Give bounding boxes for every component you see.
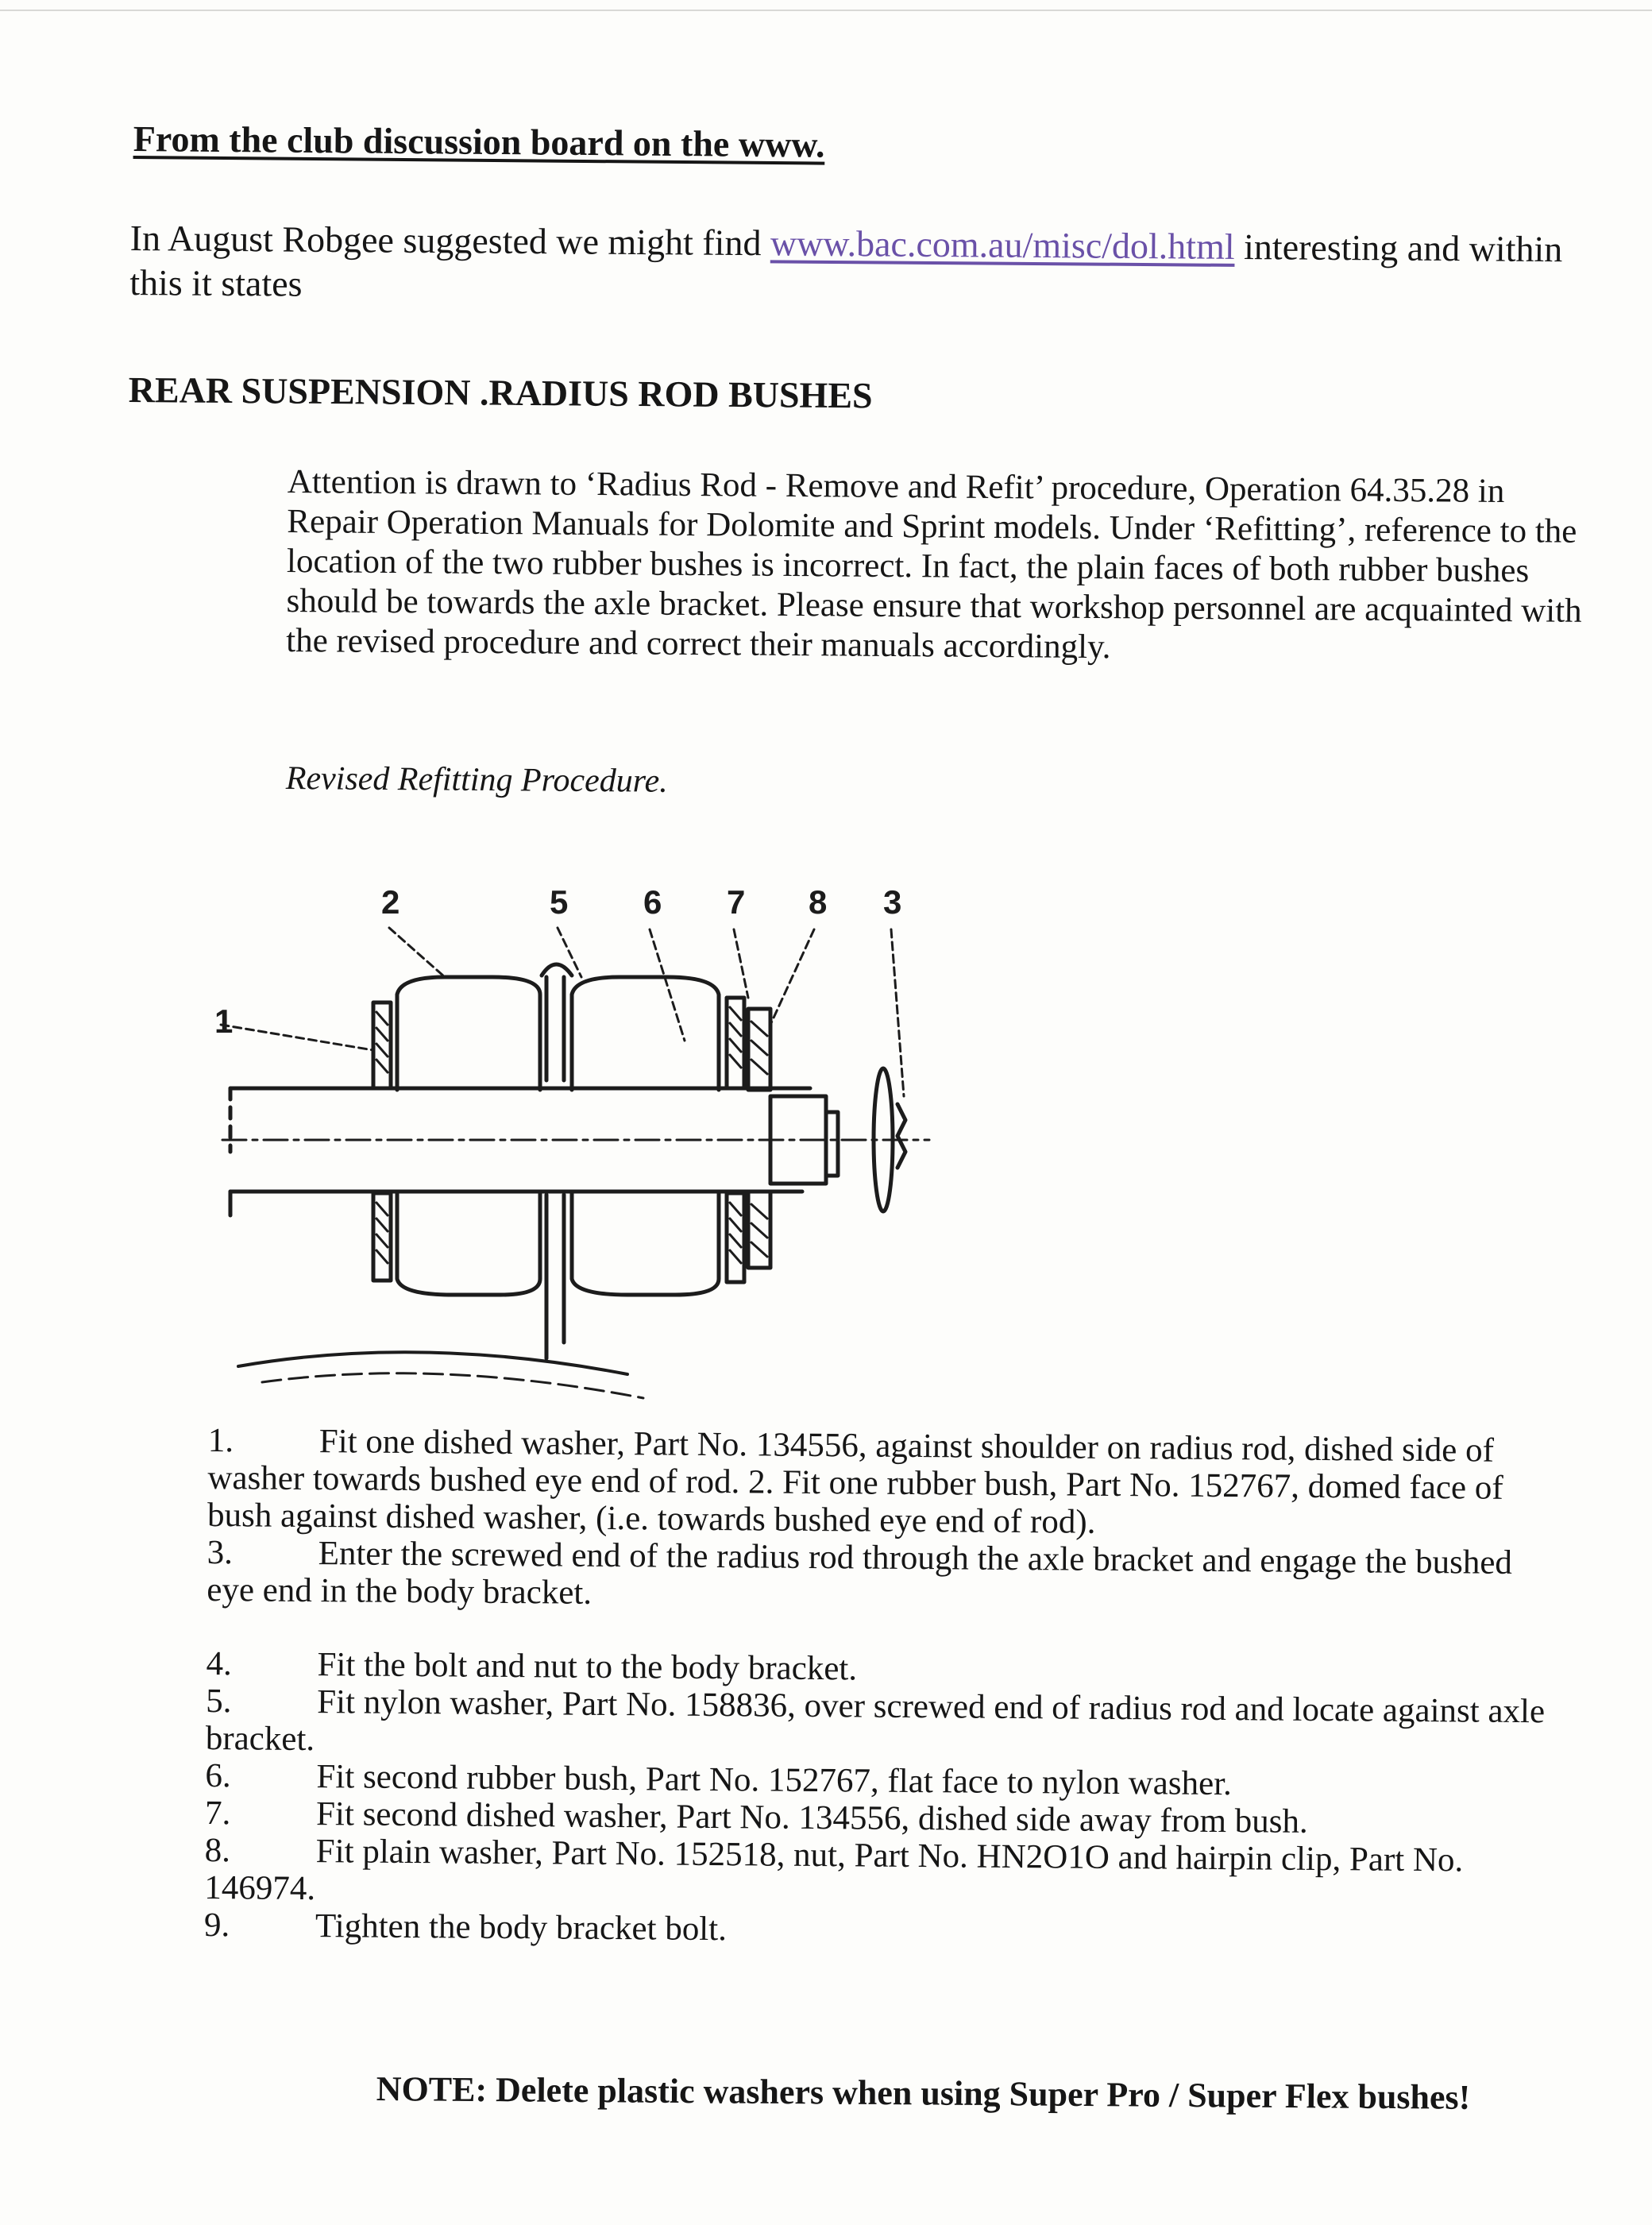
step-text: Fit nylon washer, Part No. 158836, over screwed end of radius rod and locate against axle bracket. — [205, 1683, 1546, 1759]
callout-3: 3 — [883, 883, 902, 921]
page-title: From the club discussion board on the www. — [133, 118, 825, 165]
step-number: 4. — [206, 1644, 233, 1683]
intro-text-after: interesting and within this it states — [129, 226, 1563, 304]
procedure-subheading: Revised Refitting Procedure. — [285, 759, 668, 800]
step-number: 3. — [206, 1533, 234, 1572]
step-item — [207, 1422, 1566, 1544]
step-text: Fit the bolt and nut to the body bracket. — [317, 1646, 858, 1688]
step-text: Fit one dished washer, Part No. 134556, against shoulder on radius rod, dished side of washer towards bushed eye end of rod. 2. Fit one rubber bush, Part No. 152767, domed face of bush against dished washer, (i.e. towards bushed eye end of rod). — [206, 1423, 1503, 1541]
step-number: 1. — [207, 1422, 234, 1460]
step-item — [206, 1682, 1565, 1767]
step-text: Fit second rubber bush, Part No. 152767, flat face to nylon washer. — [316, 1758, 1233, 1803]
intro-text-before: In August Robgee suggested we might find — [129, 217, 771, 264]
radius-rod-diagram — [214, 866, 961, 1414]
attention-paragraph: Attention is drawn to ‘Radius Rod - Remove and Refit’ procedure, Operation 64.35.28 in Repair Operation Manuals for Dolomite and Sprint models. Under ‘Refitting’, reference to the location of the two rubber bushes is incorrect. In fact, the plain faces of both rubber bushes should be towards the axle bracket. Please ensure that workshop personnel are acquainted with the revised procedure and correct their manuals accordingly. — [286, 462, 1582, 666]
step-number: 6. — [205, 1756, 231, 1795]
scan-edge — [0, 0, 1652, 11]
intro-paragraph — [129, 216, 1592, 316]
callout-8: 8 — [809, 883, 828, 921]
callout-7: 7 — [727, 883, 746, 921]
note: NOTE: Delete plastic washers when using Super Pro / Super Flex bushes! — [376, 2069, 1471, 2117]
step-text: Fit plain washer, Part No. 152518, nut, Part No. HN2O1O and hairpin clip, Part No. 146974. — [204, 1833, 1464, 1908]
callout-5: 5 — [550, 883, 569, 921]
step-number: 9. — [203, 1906, 230, 1945]
step-text: Tighten the body bracket bolt. — [315, 1907, 728, 1949]
bac-link[interactable]: www.bac.com.au/misc/dol.html — [770, 222, 1235, 267]
callout-6: 6 — [643, 883, 662, 921]
step-number: 8. — [204, 1831, 231, 1870]
step-text: Fit second dished washer, Part No. 134556, dished side away from bush. — [315, 1795, 1308, 1841]
step-number: 7. — [204, 1794, 231, 1833]
step-text: Enter the screwed end of the radius rod through the axle bracket and engage the bushed eye end in the body bracket. — [206, 1535, 1513, 1612]
step-number: 5. — [206, 1682, 232, 1721]
step-item — [204, 1832, 1563, 1917]
step-item — [206, 1534, 1565, 1619]
steps-list — [204, 1422, 1566, 1954]
section-title: REAR SUSPENSION .RADIUS ROD BUSHES — [128, 369, 873, 416]
callout-1: 1 — [214, 1002, 234, 1040]
callout-2: 2 — [381, 883, 400, 921]
